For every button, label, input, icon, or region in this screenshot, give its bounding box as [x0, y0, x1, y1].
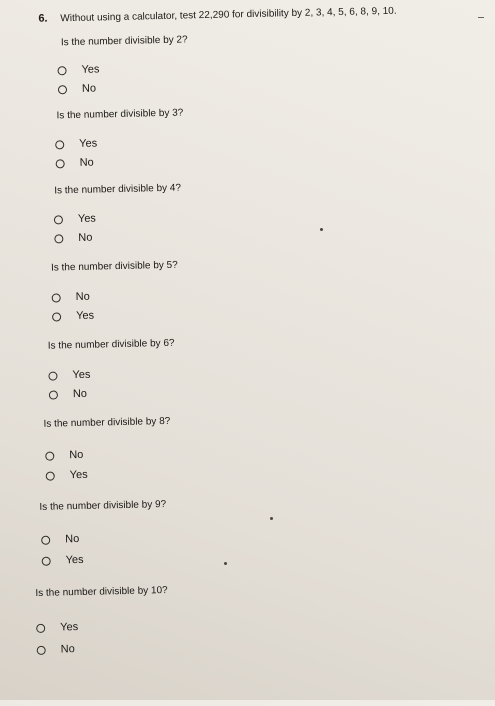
- radio-button[interactable]: [41, 536, 50, 545]
- option-label: No: [69, 448, 84, 462]
- option-label: No: [79, 156, 94, 169]
- radio-button[interactable]: [48, 371, 57, 380]
- radio-button[interactable]: [54, 215, 63, 224]
- radio-button[interactable]: [52, 293, 61, 302]
- option-label: Yes: [79, 137, 98, 150]
- radio-button[interactable]: [54, 234, 63, 243]
- part-prompt: Is the number divisible by 6?: [47, 337, 175, 352]
- option-label: No: [78, 231, 93, 244]
- radio-button[interactable]: [52, 312, 61, 321]
- question-number: 6.: [38, 12, 48, 25]
- option-label: Yes: [75, 309, 95, 323]
- option-label: Yes: [69, 468, 88, 482]
- part-prompt: Is the number divisible by 3?: [56, 107, 184, 122]
- part-prompt: Is the number divisible by 10?: [35, 585, 168, 600]
- paper-mark: [224, 562, 227, 565]
- part-prompt: Is the number divisible by 8?: [43, 415, 171, 430]
- option-label: Yes: [81, 63, 100, 76]
- part-prompt: Is the number divisible by 2?: [60, 34, 188, 49]
- option-label: Yes: [77, 212, 97, 225]
- option-label: No: [72, 387, 88, 401]
- option-label: No: [60, 643, 75, 656]
- radio-button[interactable]: [57, 66, 66, 75]
- question-text: Without using a calculator, test 22,290 for divisibility by 2, 3, 4, 5, 6, 8, 9, 10.: [60, 5, 397, 25]
- option-label: No: [81, 82, 97, 95]
- radio-button[interactable]: [58, 85, 67, 94]
- paper-mark: [270, 517, 273, 520]
- radio-button[interactable]: [55, 140, 64, 149]
- radio-button[interactable]: [49, 390, 58, 399]
- radio-button[interactable]: [42, 557, 51, 566]
- part-prompt: Is the number divisible by 5?: [50, 259, 178, 274]
- paper-mark: [478, 17, 484, 18]
- radio-button[interactable]: [46, 472, 55, 481]
- option-label: Yes: [72, 368, 91, 382]
- option-label: Yes: [60, 621, 79, 634]
- radio-button[interactable]: [37, 646, 46, 655]
- option-label: No: [65, 533, 80, 546]
- part-prompt: Is the number divisible by 4?: [54, 182, 182, 197]
- radio-button[interactable]: [56, 159, 65, 168]
- radio-button[interactable]: [36, 624, 45, 633]
- radio-button[interactable]: [45, 452, 54, 461]
- option-label: No: [75, 290, 90, 304]
- part-prompt: Is the number divisible by 9?: [39, 499, 167, 513]
- paper-mark: [320, 228, 323, 231]
- option-label: Yes: [65, 553, 84, 567]
